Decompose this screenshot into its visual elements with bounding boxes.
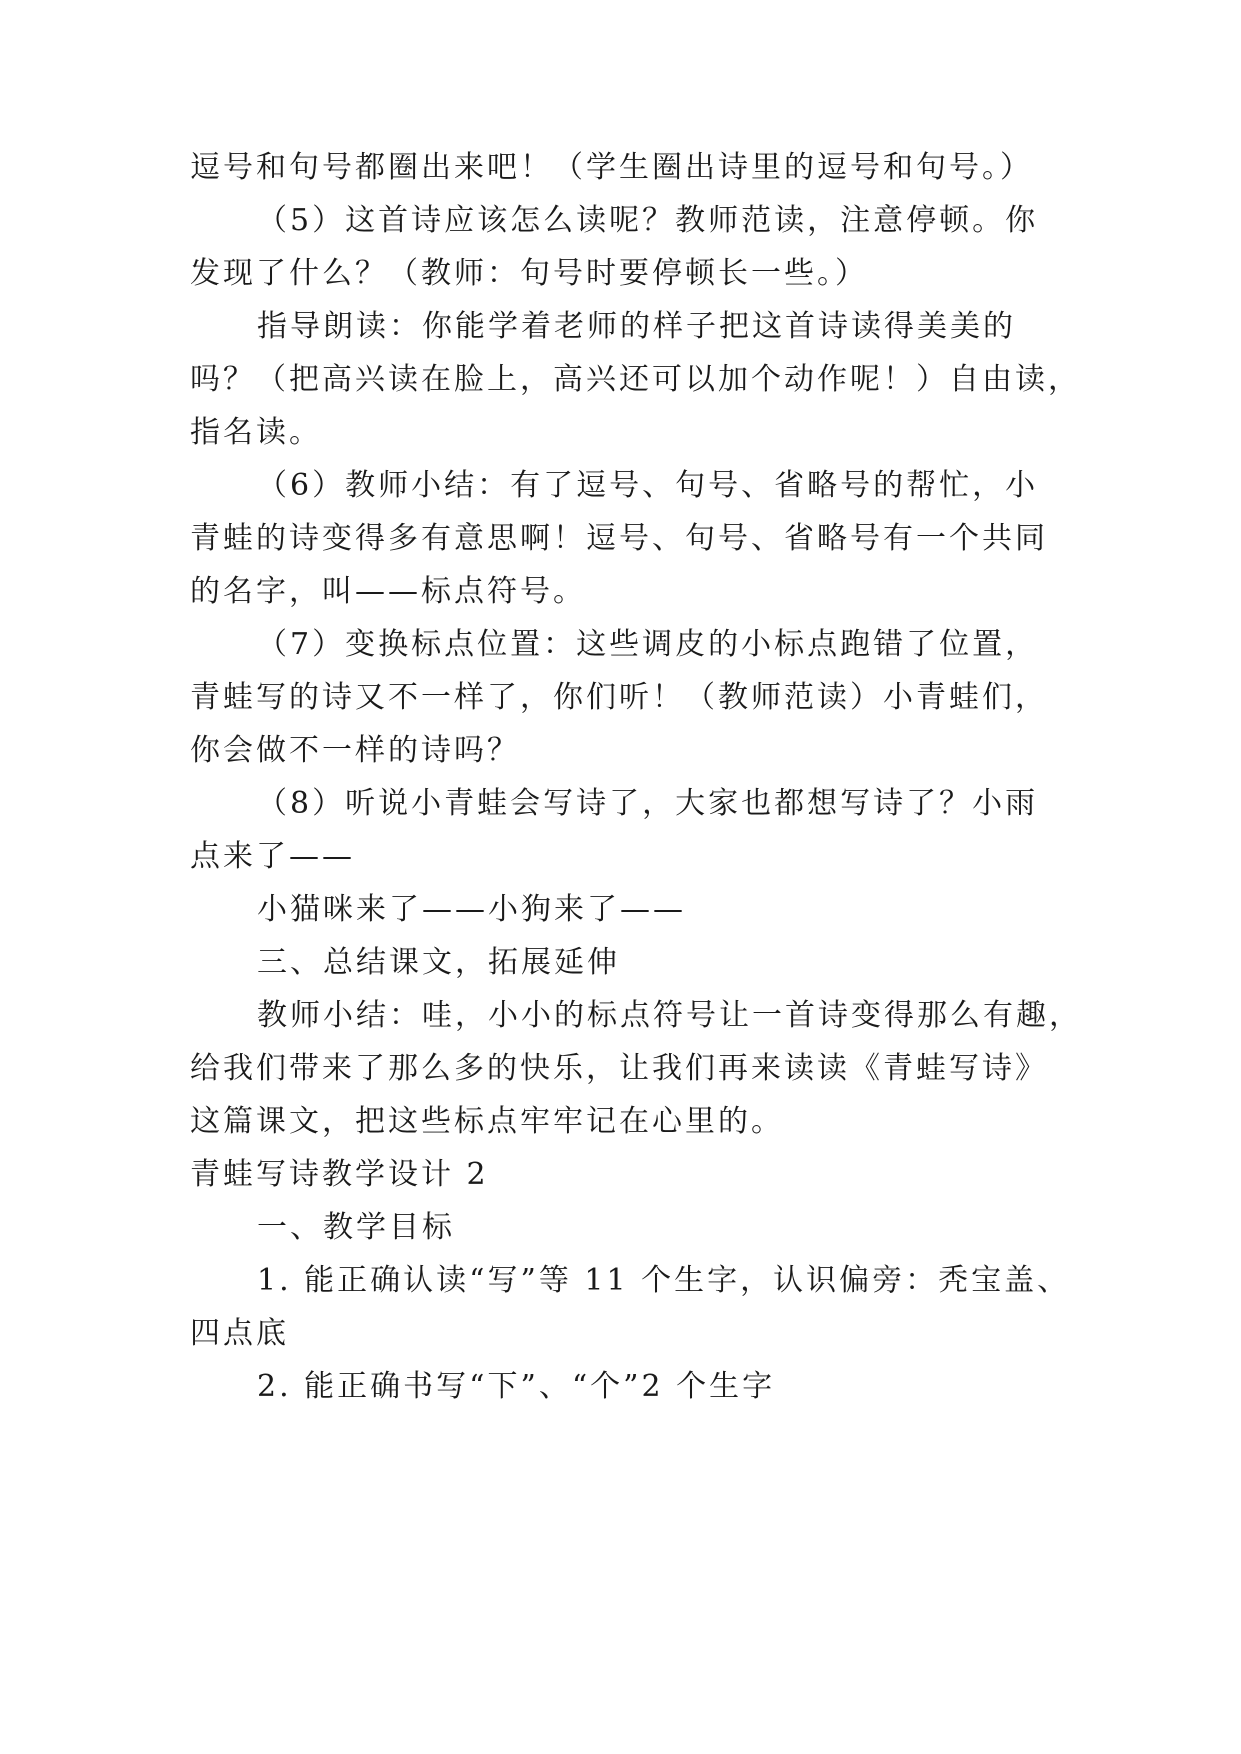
text-line: 逗号和句号都圈出来吧！（学生圈出诗里的逗号和句号。） [190,150,1033,185]
text-line: （7）变换标点位置：这些调皮的小标点跑错了位置， [257,627,1039,662]
text-line: 点来了—— [190,839,355,874]
text-line: 1. 能正确认读“写”等 11 个生字，认识偏旁：秃宝盖、 [257,1263,1071,1298]
text-line: （5）这首诗应该怎么读呢？教师范读，注意停顿。你 [257,203,1039,238]
text-line: 给我们带来了那么多的快乐，让我们再来读读《青蛙写诗》 [190,1051,1048,1086]
text-line: 青蛙写的诗又不一样了，你们听！（教师范读）小青蛙们， [190,680,1048,715]
text-line: （6）教师小结：有了逗号、句号、省略号的帮忙，小 [257,468,1039,503]
text-line: 教师小结：哇，小小的标点符号让一首诗变得那么有趣， [257,998,1082,1033]
text-line: 的名字，叫——标点符号。 [190,574,586,609]
text-line: 指名读。 [190,415,322,450]
text-line: 这篇课文，把这些标点牢牢记在心里的。 [190,1104,784,1139]
text-line: 青蛙的诗变得多有意思啊！逗号、句号、省略号有一个共同 [190,521,1048,556]
document-title: 青蛙写诗教学设计 2 [190,1157,489,1192]
text-line: 指导朗读：你能学着老师的样子把这首诗读得美美的 [257,309,1016,344]
text-line: 发现了什么？（教师：句号时要停顿长一些。） [190,256,868,291]
text-line: 2. 能正确书写“下”、“个”2 个生字 [257,1369,776,1404]
text-line: 四点底 [190,1316,289,1351]
section-heading: 三、总结课文，拓展延伸 [257,945,620,980]
text-line: 你会做不一样的诗吗？ [190,733,520,768]
text-line: 吗？（把高兴读在脸上，高兴还可以加个动作呢！）自由读， [190,362,1081,397]
text-line: （8）听说小青蛙会写诗了，大家也都想写诗了？小雨 [257,786,1039,821]
section-heading: 一、教学目标 [257,1210,455,1245]
text-line: 小猫咪来了——小狗来了—— [257,892,686,927]
